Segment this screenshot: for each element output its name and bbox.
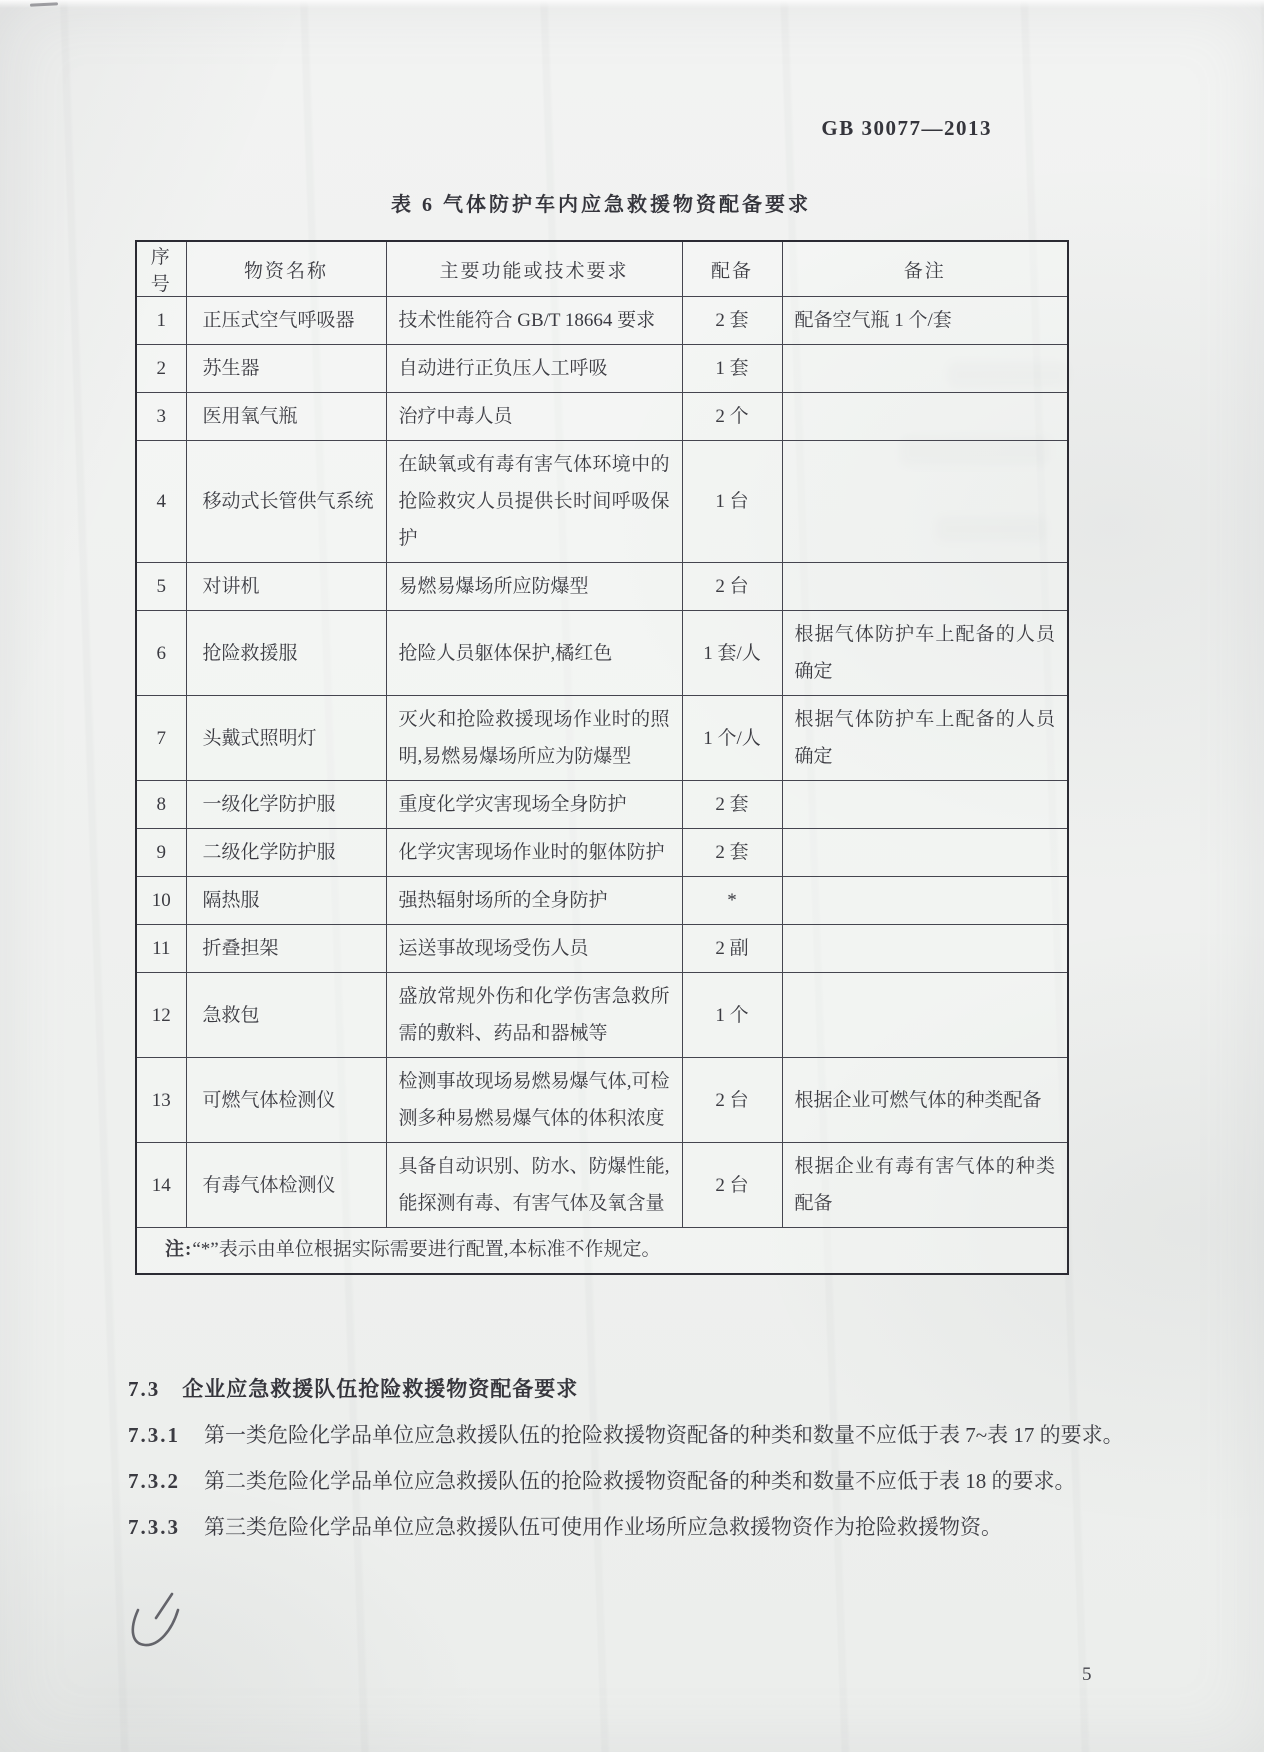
cell-remark xyxy=(782,441,1068,563)
col-header-remark: 备注 xyxy=(782,241,1068,297)
note-text: “*”表示由单位根据实际需要进行配置,本标准不作规定。 xyxy=(192,1239,661,1261)
clause-number: 7.3.1 xyxy=(128,1423,180,1447)
clause-heading-text: 企业应急救援队伍抢险救援物资配备要求 xyxy=(182,1377,579,1401)
table-row xyxy=(136,781,1068,829)
cell-seq: 10 xyxy=(136,877,186,925)
clause-7-3-2 xyxy=(128,1458,1140,1504)
cell-name: 苏生器 xyxy=(186,345,386,393)
table-header-row xyxy=(136,241,1068,297)
cell-remark xyxy=(782,973,1068,1058)
col-header-seq: 序号 xyxy=(136,241,186,297)
clause-text: 第三类危险化学品单位应急救援队伍可使用作业场所应急救援物资作为抢险救援物资。 xyxy=(204,1515,1002,1539)
cell-qty: 1 个/人 xyxy=(682,696,782,781)
table-row xyxy=(136,696,1068,781)
cell-func: 重度化学灾害现场全身防护 xyxy=(386,781,682,829)
cell-qty: 1 台 xyxy=(682,441,782,563)
cell-name: 急救包 xyxy=(186,973,386,1058)
cell-qty: 2 副 xyxy=(682,925,782,973)
cell-remark xyxy=(782,345,1068,393)
cell-qty: 2 套 xyxy=(682,829,782,877)
cell-seq: 9 xyxy=(136,829,186,877)
cell-name: 移动式长管供气系统 xyxy=(186,441,386,563)
cell-remark xyxy=(782,563,1068,611)
cell-name: 二级化学防护服 xyxy=(186,829,386,877)
clause-text: 第一类危险化学品单位应急救援队伍的抢险救援物资配备的种类和数量不应低于表 7~表 17 的要求。 xyxy=(204,1423,1124,1447)
cell-name: 隔热服 xyxy=(186,877,386,925)
cell-func: 易燃易爆场所应防爆型 xyxy=(386,563,682,611)
table-row xyxy=(136,1143,1068,1228)
cell-func: 抢险人员躯体保护,橘红色 xyxy=(386,611,682,696)
table-row xyxy=(136,297,1068,345)
cell-remark: 根据气体防护车上配备的人员确定 xyxy=(782,696,1068,781)
cell-seq: 14 xyxy=(136,1143,186,1228)
cell-func: 检测事故现场易燃易爆气体,可检测多种易燃易爆气体的体积浓度 xyxy=(386,1058,682,1143)
table-row xyxy=(136,563,1068,611)
cell-seq: 1 xyxy=(136,297,186,345)
cell-qty: 2 台 xyxy=(682,1143,782,1228)
cell-name: 可燃气体检测仪 xyxy=(186,1058,386,1143)
cell-func: 技术性能符合 GB/T 18664 要求 xyxy=(386,297,682,345)
table-note xyxy=(136,1228,1068,1274)
cell-seq: 3 xyxy=(136,393,186,441)
cell-remark xyxy=(782,877,1068,925)
cell-func: 在缺氧或有毒有害气体环境中的抢险救灾人员提供长时间呼吸保护 xyxy=(386,441,682,563)
cell-name: 抢险救援服 xyxy=(186,611,386,696)
cell-func: 具备自动识别、防水、防爆性能,能探测有毒、有害气体及氧含量 xyxy=(386,1143,682,1228)
table-row xyxy=(136,441,1068,563)
cell-remark xyxy=(782,393,1068,441)
note-label: 注: xyxy=(165,1239,193,1261)
col-header-qty: 配备 xyxy=(682,241,782,297)
standard-number: GB 30077—2013 xyxy=(821,116,992,140)
cell-name: 医用氧气瓶 xyxy=(186,393,386,441)
table-row xyxy=(136,345,1068,393)
cell-seq: 7 xyxy=(136,696,186,781)
clause-7-3-1 xyxy=(128,1412,1140,1458)
table-row xyxy=(136,925,1068,973)
cell-func: 盛放常规外伤和化学伤害急救所需的敷料、药品和器械等 xyxy=(386,973,682,1058)
cell-seq: 2 xyxy=(136,345,186,393)
cell-seq: 13 xyxy=(136,1058,186,1143)
cell-func: 治疗中毒人员 xyxy=(386,393,682,441)
table-note-row xyxy=(136,1228,1068,1274)
cell-qty: 2 套 xyxy=(682,297,782,345)
cell-seq: 8 xyxy=(136,781,186,829)
cell-name: 有毒气体检测仪 xyxy=(186,1143,386,1228)
cell-name: 折叠担架 xyxy=(186,925,386,973)
table-6 xyxy=(135,240,1069,1275)
cell-qty: 2 台 xyxy=(682,563,782,611)
clause-heading-number: 7.3 xyxy=(128,1377,161,1401)
scan-top-edge xyxy=(0,0,1264,8)
cell-func: 运送事故现场受伤人员 xyxy=(386,925,682,973)
cell-seq: 5 xyxy=(136,563,186,611)
cell-func: 化学灾害现场作业时的躯体防护 xyxy=(386,829,682,877)
clause-heading xyxy=(128,1366,1140,1412)
cell-func: 灭火和抢险救援现场作业时的照明,易燃易爆场所应为防爆型 xyxy=(386,696,682,781)
cell-remark: 根据气体防护车上配备的人员确定 xyxy=(782,611,1068,696)
cell-remark xyxy=(782,781,1068,829)
table-row xyxy=(136,829,1068,877)
cell-func: 自动进行正负压人工呼吸 xyxy=(386,345,682,393)
cell-name: 正压式空气呼吸器 xyxy=(186,297,386,345)
cell-name: 一级化学防护服 xyxy=(186,781,386,829)
cell-seq: 4 xyxy=(136,441,186,563)
clause-7-3-block xyxy=(128,1366,1140,1550)
clause-number: 7.3.3 xyxy=(128,1515,180,1539)
table-row xyxy=(136,973,1068,1058)
col-header-name: 物资名称 xyxy=(186,241,386,297)
col-header-func: 主要功能或技术要求 xyxy=(386,241,682,297)
table-row xyxy=(136,611,1068,696)
cell-seq: 6 xyxy=(136,611,186,696)
cell-remark xyxy=(782,829,1068,877)
handwritten-check-mark xyxy=(126,1588,210,1652)
page-number: 5 xyxy=(1082,1664,1092,1685)
cell-qty: 1 个 xyxy=(682,973,782,1058)
cell-remark: 根据企业有毒有害气体的种类配备 xyxy=(782,1143,1068,1228)
table-row xyxy=(136,393,1068,441)
cell-qty: 2 个 xyxy=(682,393,782,441)
cell-remark: 配备空气瓶 1 个/套 xyxy=(782,297,1068,345)
cell-name: 头戴式照明灯 xyxy=(186,696,386,781)
cell-qty: 1 套/人 xyxy=(682,611,782,696)
cell-qty: 1 套 xyxy=(682,345,782,393)
clause-text: 第二类危险化学品单位应急救援队伍的抢险救援物资配备的种类和数量不应低于表 18 的要求。 xyxy=(204,1469,1076,1493)
cell-remark xyxy=(782,925,1068,973)
table-6-title: 表 6 气体防护车内应急救援物资配备要求 xyxy=(391,194,811,216)
clause-7-3-3 xyxy=(128,1504,1140,1550)
cell-remark: 根据企业可燃气体的种类配备 xyxy=(782,1058,1068,1143)
cell-qty: 2 套 xyxy=(682,781,782,829)
cell-name: 对讲机 xyxy=(186,563,386,611)
cell-qty: 2 台 xyxy=(682,1058,782,1143)
cell-qty: * xyxy=(682,877,782,925)
table-row xyxy=(136,877,1068,925)
clause-number: 7.3.2 xyxy=(128,1469,180,1493)
cell-seq: 11 xyxy=(136,925,186,973)
table-row xyxy=(136,1058,1068,1143)
cell-func: 强热辐射场所的全身防护 xyxy=(386,877,682,925)
cell-seq: 12 xyxy=(136,973,186,1058)
